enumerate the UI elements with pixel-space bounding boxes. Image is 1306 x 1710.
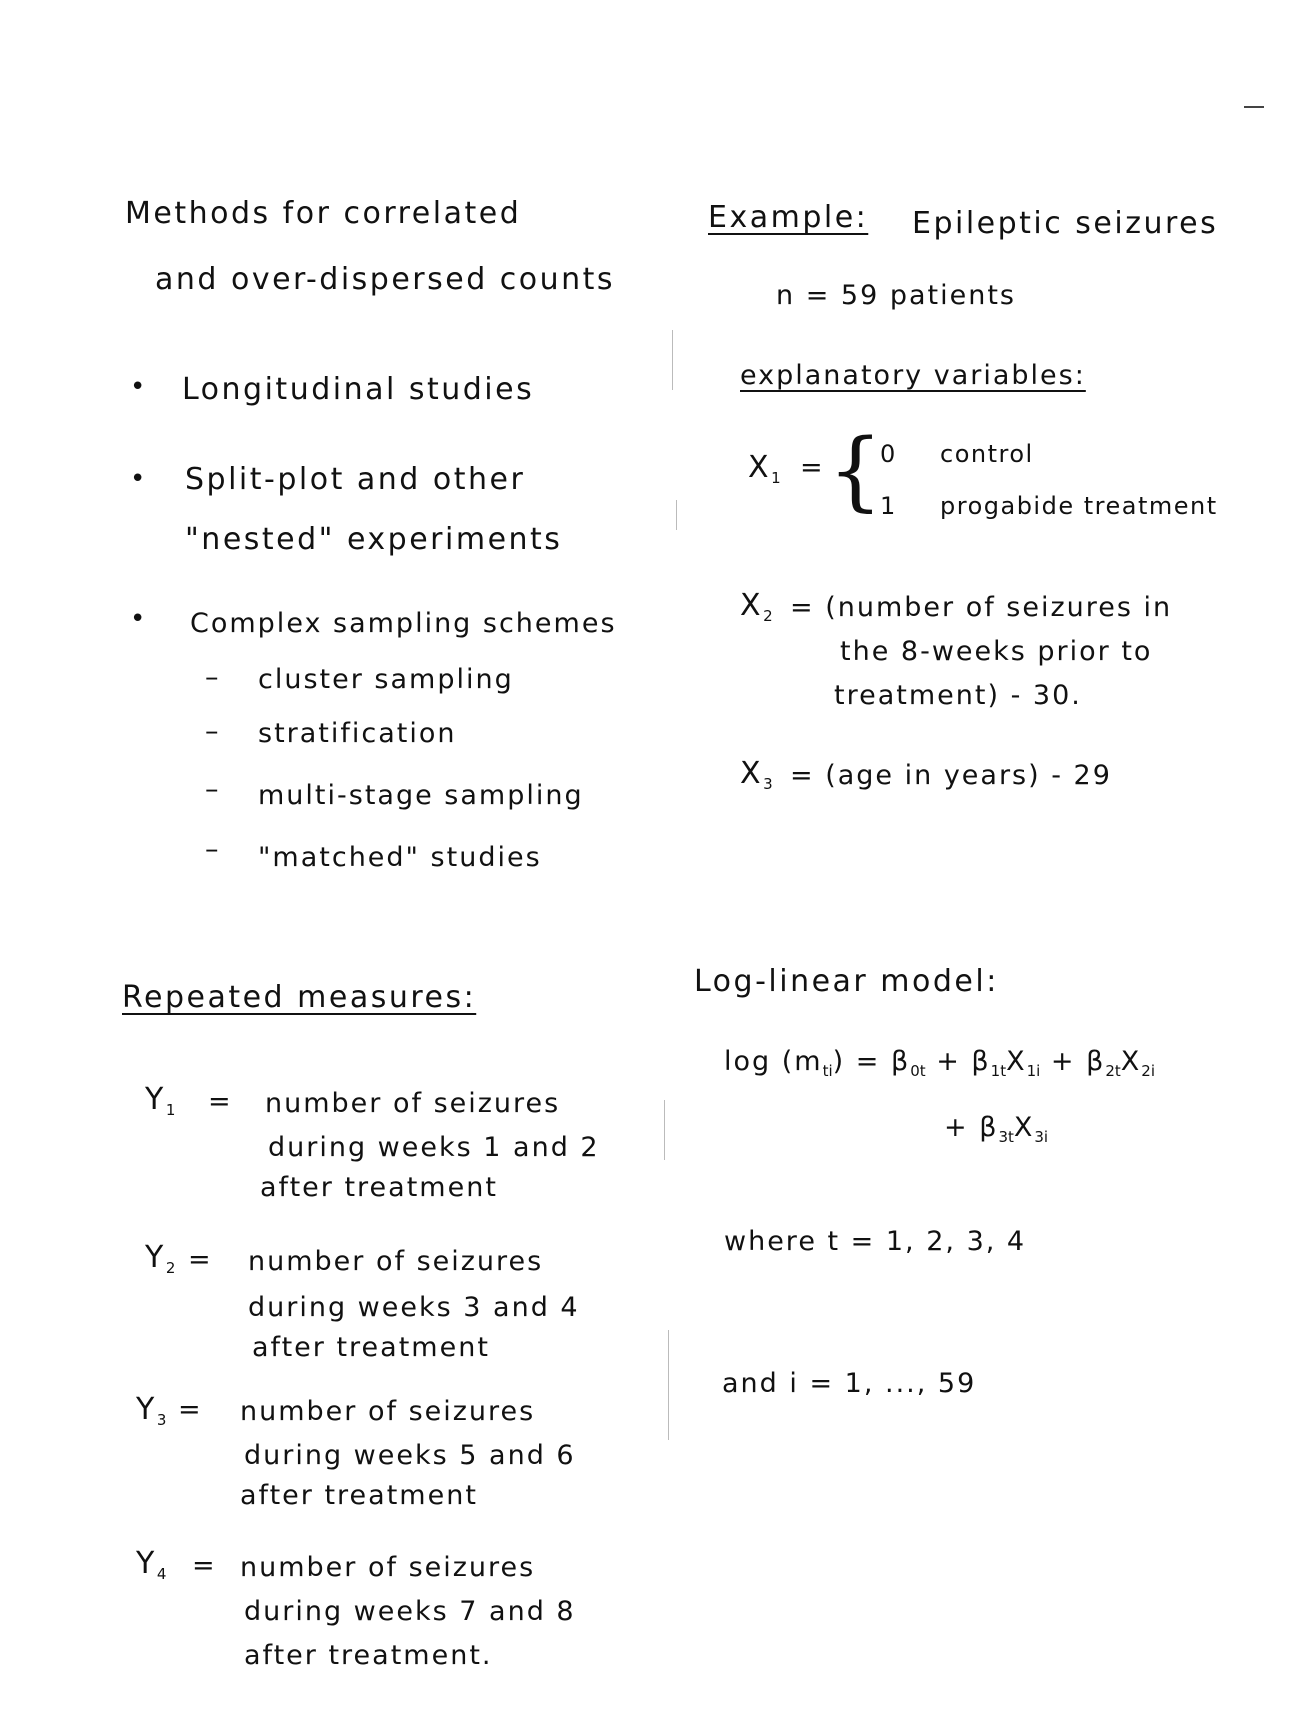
x1-label-progabide: progabide treatment <box>940 492 1218 520</box>
x2-label: $X_2$ <box>740 588 773 625</box>
bullet-split-plot: Split-plot and other <box>185 462 526 497</box>
left-title-line1: Methods for correlated <box>125 196 522 231</box>
y3-line2: during weeks 5 and 6 <box>244 1440 576 1471</box>
left-title-line2: and over-dispersed counts <box>155 262 616 297</box>
sub-matched: "matched" studies <box>258 842 542 873</box>
example-title: Epileptic seizures <box>912 206 1219 241</box>
y1-line2: during weeks 1 and 2 <box>268 1132 600 1163</box>
bullet-nested: "nested" experiments <box>185 522 563 557</box>
x1-label: $X_1$ <box>748 450 781 487</box>
example-label: Example: <box>708 200 869 235</box>
bullet-complex-sampling: Complex sampling schemes <box>190 608 617 639</box>
sub-stratification: stratification <box>258 718 457 749</box>
x3-label: $X_3$ <box>740 756 773 793</box>
and-i-line: and i = 1, ..., 59 <box>722 1368 977 1399</box>
where-t-line: where t = 1, 2, 3, 4 <box>724 1226 1027 1257</box>
sub-cluster-sampling: cluster sampling <box>258 664 514 695</box>
x1-label-control: control <box>940 440 1034 468</box>
bullet-marker: • <box>130 604 146 634</box>
y1-line1: number of seizures <box>265 1088 561 1119</box>
column-divider <box>664 1100 665 1160</box>
y4-equals: = <box>192 1550 217 1581</box>
y1-label: $Y_1$ <box>145 1082 176 1119</box>
x1-value-1: 1 <box>880 492 897 520</box>
y3-label: $Y_3$ <box>136 1392 167 1429</box>
x2-line1: = (number of seizures in <box>790 592 1173 623</box>
x2-line2: the 8-weeks prior to <box>840 636 1153 667</box>
sub-dash: – <box>205 662 221 693</box>
y2-equals: = <box>188 1244 213 1275</box>
sub-dash: – <box>205 716 221 747</box>
model-equation-line2: + $\beta_{3t}X_{3i}$ <box>944 1112 1049 1146</box>
y2-line2: during weeks 3 and 4 <box>248 1292 580 1323</box>
n-patients: n = 59 patients <box>776 280 1016 311</box>
scan-mark <box>1244 106 1264 108</box>
y2-line3: after treatment <box>252 1332 490 1363</box>
bullet-marker: • <box>130 464 146 494</box>
column-divider <box>668 1330 669 1440</box>
sub-dash: – <box>205 774 221 805</box>
column-divider <box>672 330 673 390</box>
y4-label: $Y_4$ <box>136 1546 167 1583</box>
y1-line3: after treatment <box>260 1172 498 1203</box>
column-divider <box>676 500 677 530</box>
y4-line3: after treatment. <box>244 1640 493 1671</box>
y2-label: $Y_2$ <box>145 1240 176 1277</box>
repeated-measures-heading: Repeated measures: <box>122 980 477 1015</box>
sub-multi-stage: multi-stage sampling <box>258 780 584 811</box>
y1-equals: = <box>208 1086 233 1117</box>
x1-brace: { <box>828 421 883 521</box>
y4-line2: during weeks 7 and 8 <box>244 1596 576 1627</box>
x3-line: = (age in years) - 29 <box>790 760 1112 791</box>
sub-dash: – <box>205 834 221 865</box>
x2-line3: treatment) - 30. <box>834 680 1082 711</box>
bullet-longitudinal: Longitudinal studies <box>182 372 535 407</box>
bullet-marker: • <box>130 372 146 402</box>
model-equation-line1: $\log (m_{ti}) = \beta_{0t} + \beta_{1t}X_{1i} + \beta_{2t}X_{2i}$ <box>724 1046 1156 1080</box>
y3-line3: after treatment <box>240 1480 478 1511</box>
y3-line1: number of seizures <box>240 1396 536 1427</box>
x1-value-0: 0 <box>880 440 897 468</box>
x1-equals: = <box>800 452 825 483</box>
y4-line1: number of seizures <box>240 1552 536 1583</box>
loglinear-heading: Log-linear model: <box>694 964 999 999</box>
y2-line1: number of seizures <box>248 1246 544 1277</box>
y3-equals: = <box>178 1394 203 1425</box>
explanatory-variables-heading: explanatory variables: <box>740 360 1086 391</box>
